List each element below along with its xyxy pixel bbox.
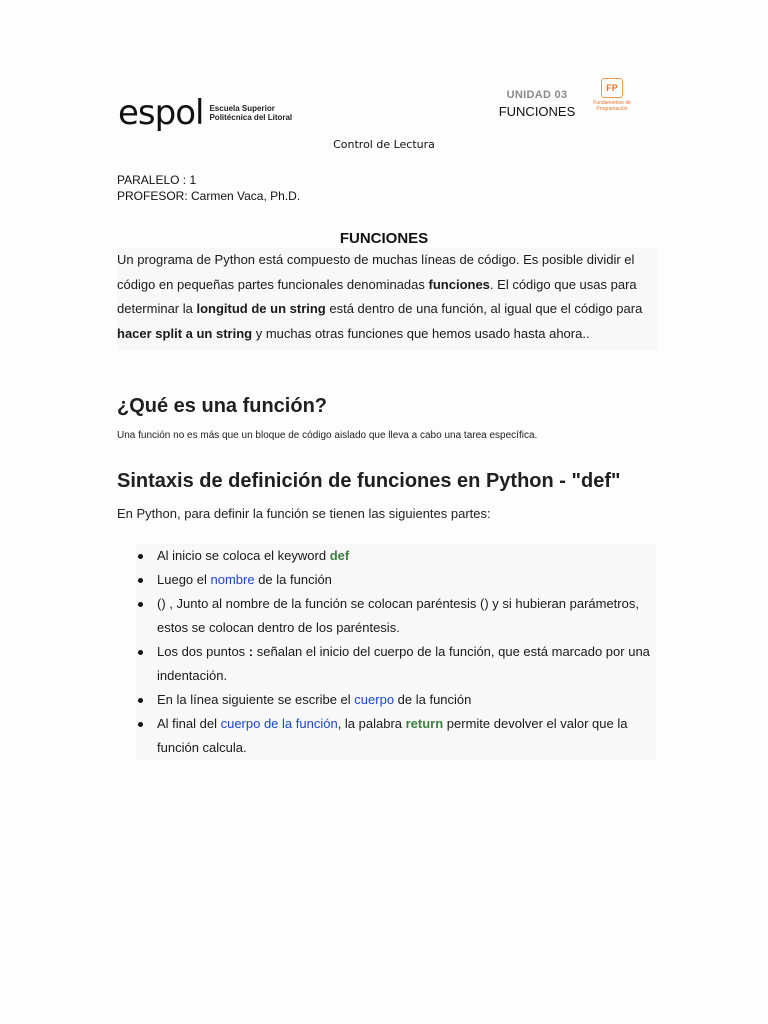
course-meta [117, 172, 300, 204]
bullet-text: , la palabra [337, 716, 406, 731]
doc-title: FUNCIONES [339, 230, 429, 247]
logo-wordmark: espol [118, 93, 204, 133]
keyword-return: return [405, 716, 444, 731]
intro-text-2: . El código que usas para determinar la [117, 276, 637, 316]
bullet-text: Luego el [157, 572, 211, 587]
fp-logo [589, 78, 635, 112]
intro-text-3: está dentro de una función, al igual que el código para [325, 301, 643, 316]
bullet-text: de la función [254, 572, 332, 587]
intro-bold-1: funciones [428, 276, 490, 292]
section-text-what-is: Una función no es más que un bloque de código aislado que lleva a cabo una tarea específica. [117, 430, 538, 441]
keyword-cuerpo-funcion: cuerpo de la función [220, 716, 338, 731]
bullet-text: Al inicio se coloca el keyword [157, 548, 330, 563]
control-title: Control de Lectura [333, 138, 435, 151]
list-item [136, 544, 656, 568]
fp-caption [589, 100, 635, 112]
list-item [136, 712, 656, 760]
keyword-def: def [329, 548, 350, 563]
fp-badge: FP [601, 78, 623, 98]
paralelo-line: PARALELO : 1 [117, 173, 197, 187]
intro-bold-3: hacer split a un string [117, 325, 253, 341]
keyword-cuerpo: cuerpo [354, 692, 395, 707]
section-heading-what-is: ¿Qué es una función? [117, 395, 328, 417]
unit-name: FUNCIONES [498, 104, 576, 119]
intro-bold-2: longitud de un string [196, 301, 326, 316]
espol-logo [118, 93, 293, 133]
section-heading-syntax: Sintaxis de definición de funciones en Python - "def" [117, 470, 621, 492]
bullet-text: Los dos puntos [157, 644, 249, 659]
intro-paragraph [117, 248, 657, 350]
section-text-syntax: En Python, para definir la función se tienen las siguientes partes: [117, 506, 491, 521]
keyword-nombre: nombre [210, 572, 255, 587]
intro-text-4: y muchas otras funciones que hemos usado hasta ahora.. [252, 325, 590, 341]
list-item [136, 640, 656, 688]
list-item [136, 592, 656, 640]
bullet-text: señalan el inicio del cuerpo de la función, que está marcado por una indentación. [157, 644, 650, 683]
keyword-colon: : [248, 644, 254, 659]
bullet-text: () , Junto al nombre de la función se colocan paréntesis () y si hubieran parámetros, estos se colocan dentro de los paréntesis. [157, 596, 639, 635]
unit-number: UNIDAD 03 [506, 89, 568, 101]
bullet-text: En la línea siguiente se escribe el [157, 692, 355, 707]
syntax-bullet-list [136, 544, 656, 760]
list-item [136, 568, 656, 592]
bullet-text: permite devolver el valor que la función calcula. [157, 716, 628, 755]
bullet-text: Al final del [157, 716, 221, 731]
list-item [136, 688, 656, 712]
fp-caption-line1: Fundamentos de [593, 100, 631, 106]
logo-subtitle [209, 104, 292, 122]
fp-caption-line2: Programación [596, 106, 628, 112]
unit-block [497, 89, 577, 119]
profesor-line: PROFESOR: Carmen Vaca, Ph.D. [117, 189, 301, 203]
intro-text-1: Un programa de Python está compuesto de muchas líneas de código. Es posible dividir el código en pequeñas partes funcionales denominadas [117, 252, 635, 292]
logo-subtitle-line1: Escuela Superior [209, 104, 275, 113]
bullet-text: de la función [394, 692, 472, 707]
logo-subtitle-line2: Politécnica del Litoral [209, 113, 293, 122]
